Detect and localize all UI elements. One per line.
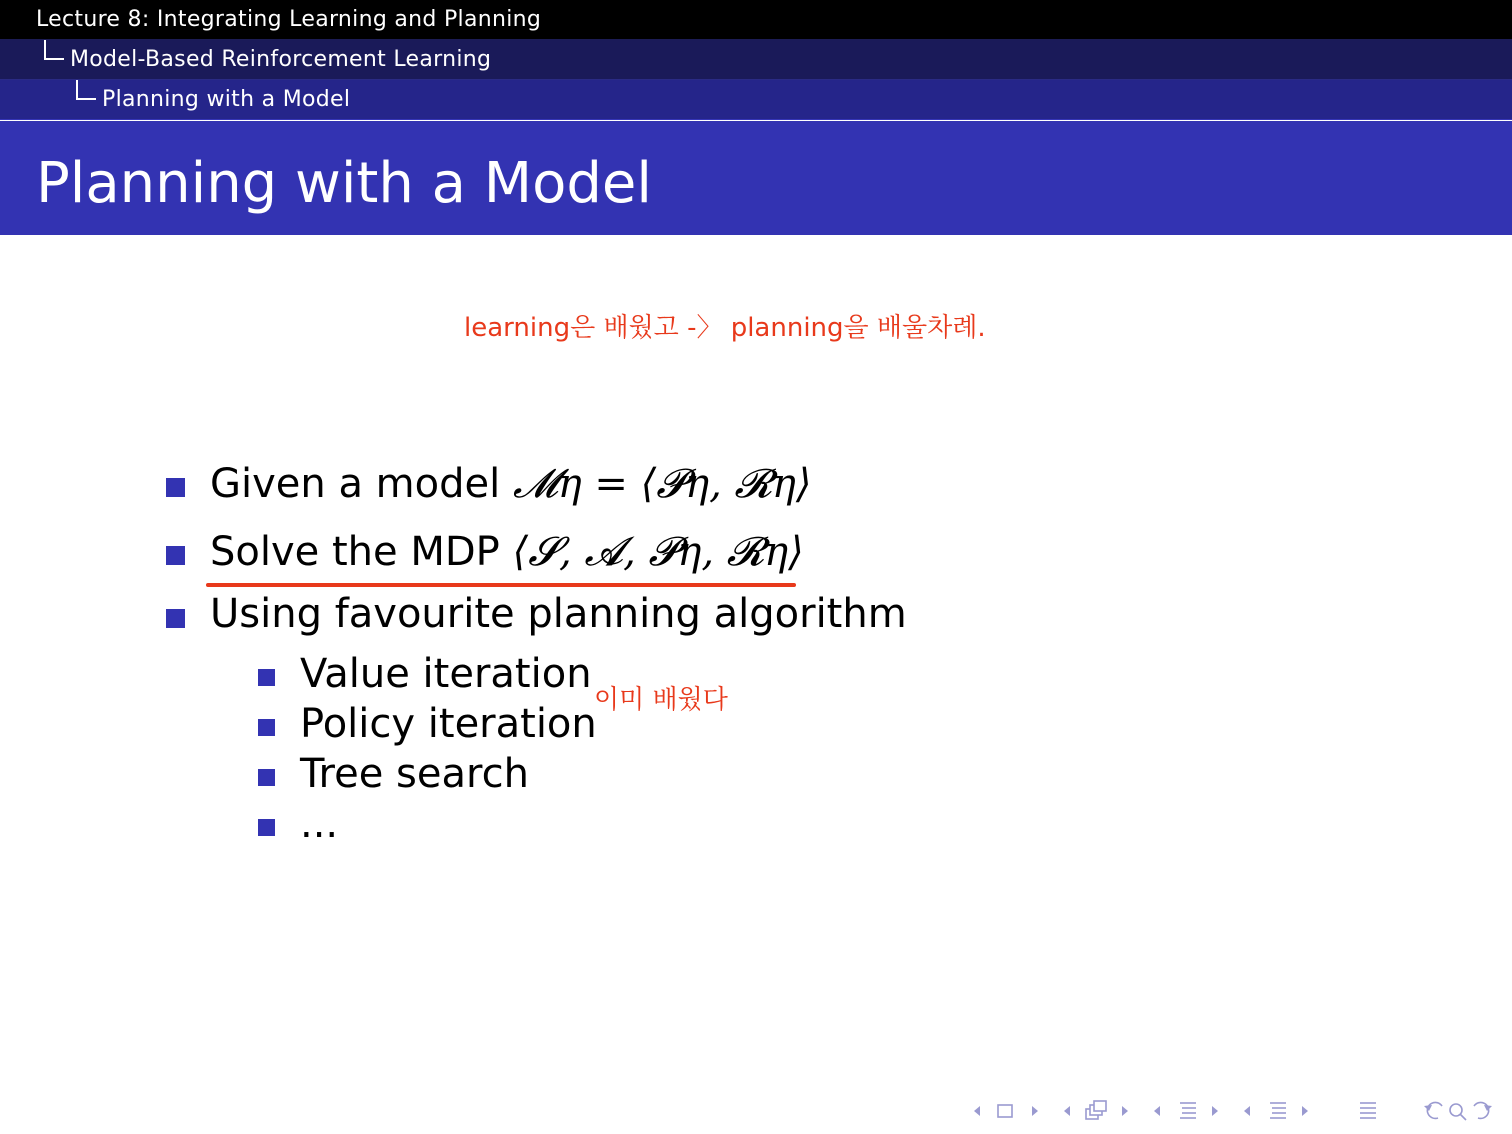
subsection-icon[interactable] [1180,1103,1196,1118]
nav-right-icon[interactable] [1032,1106,1038,1116]
sub-bullet-item: Policy iteration [300,701,597,747]
nav-right-icon[interactable] [1302,1106,1308,1116]
annotation-side-note: 이미 배웠다 [594,685,728,715]
sub-bullet-marker [258,719,275,736]
bullet-text: Using favourite planning algorithm [210,591,907,637]
tree-branch-icon [76,80,96,100]
frame-stack-icon[interactable] [1086,1101,1106,1119]
bullet-item [210,460,811,508]
header-lecture-title[interactable]: Lecture 8: Integrating Learning and Planning [36,7,542,32]
bullet-marker [166,478,185,497]
bullet-marker [166,609,185,628]
sub-bullet-item: ... [300,801,339,847]
annotation-top-note: learning은 배웠고 -〉 planning을 배울차례. [464,313,986,343]
slide-title-bar [0,121,1512,235]
frame-icon[interactable] [998,1105,1012,1117]
math-expression: 𝓜η = ⟨𝓟η, 𝓡η⟩ [512,461,812,507]
nav-left-icon[interactable] [1244,1106,1250,1116]
sub-bullet-marker [258,769,275,786]
header-lecture-bar [0,0,1512,40]
nav-left-icon[interactable] [1154,1106,1160,1116]
bullet-text: Solve the MDP [210,529,513,575]
search-icon[interactable] [1450,1104,1466,1120]
math-expression: ⟨𝓢, 𝓐, 𝓟η, 𝓡η⟩ [512,529,804,575]
sub-bullet-item: Value iteration [300,651,592,697]
tree-branch-icon [44,40,64,60]
outline-icon[interactable] [1360,1103,1376,1118]
nav-right-icon[interactable] [1212,1106,1218,1116]
slide-title: Planning with a Model [36,151,652,216]
sub-bullet-marker [258,669,275,686]
nav-right-icon[interactable] [1122,1106,1128,1116]
bullet-item [210,590,907,638]
section-icon[interactable] [1270,1103,1286,1118]
red-underline-mark [206,583,796,587]
bullet-marker [166,546,185,565]
header-subsection-bar [0,80,1512,120]
sub-bullet-marker [258,819,275,836]
bullet-item [210,528,804,576]
header-section-title[interactable]: Model-Based Reinforcement Learning [70,47,492,72]
header-section-bar [0,40,1512,80]
bullet-text: Given a model [210,461,513,507]
nav-left-icon[interactable] [974,1106,980,1116]
nav-left-icon[interactable] [1064,1106,1070,1116]
header-subsection-title[interactable]: Planning with a Model [102,87,351,112]
navigation-bar [968,1098,1508,1124]
forward-icon[interactable] [1474,1102,1492,1118]
back-icon[interactable] [1424,1102,1442,1118]
sub-bullet-item: Tree search [300,751,529,797]
